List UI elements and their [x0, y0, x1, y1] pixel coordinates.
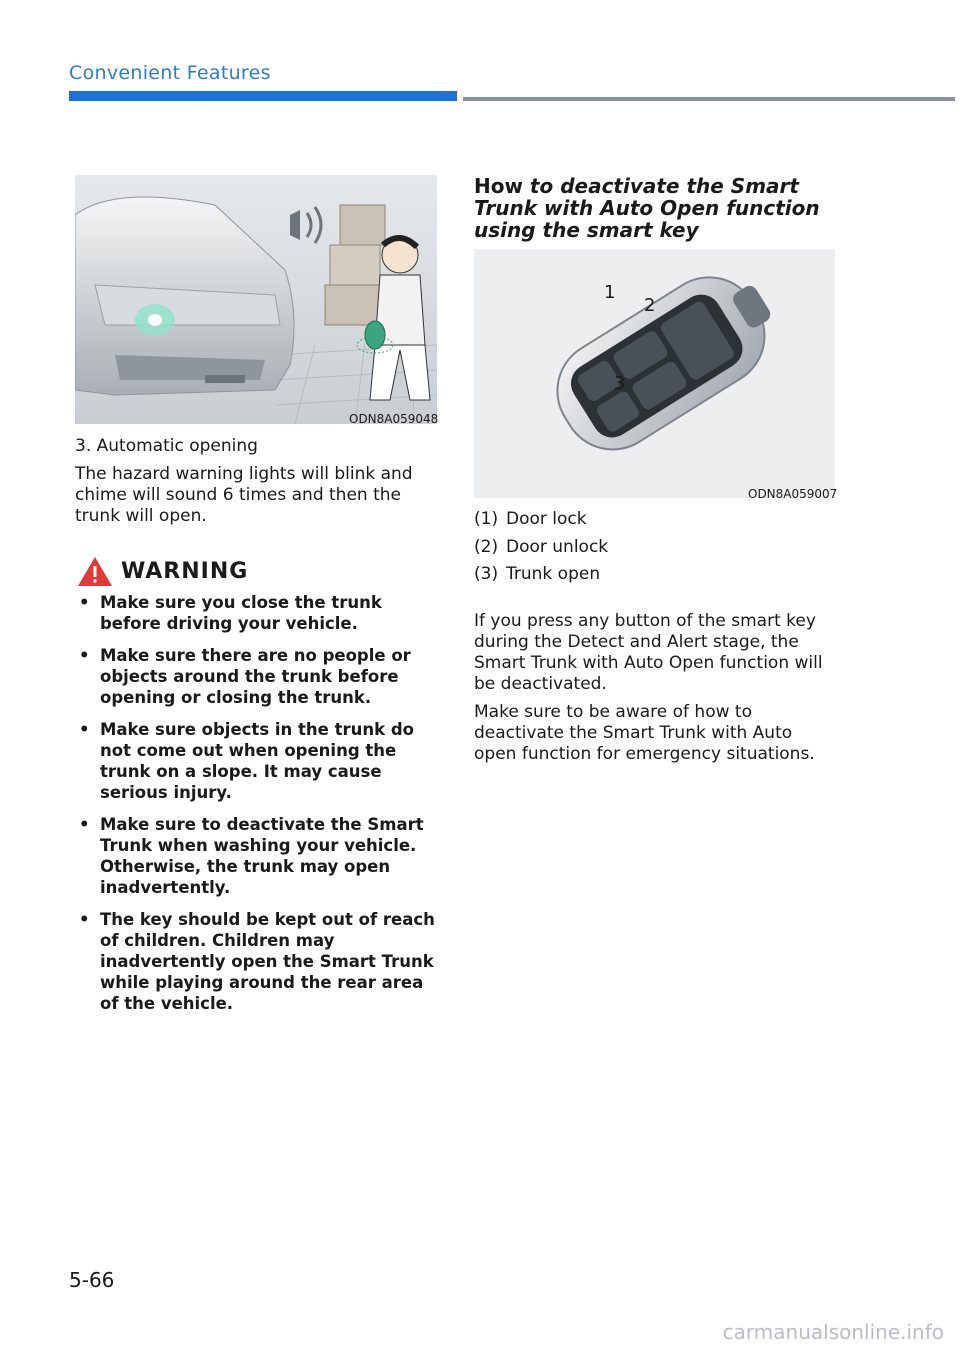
legend-number: (2) [474, 536, 499, 557]
legend-label: Trunk open [506, 564, 601, 584]
legend-item [474, 564, 834, 585]
warning-list [75, 592, 437, 1025]
heading-italic: to deactivate the Smart Trunk with Auto Open function using the smart key [474, 174, 820, 242]
step-text: The hazard warning lights will blink and chime will sound 6 times and then the trunk will open. [75, 464, 413, 526]
key-label-3: 3 [614, 373, 626, 394]
smart-key-image [474, 249, 835, 498]
legend-number: (1) [474, 509, 499, 529]
warning-item: • Make sure objects in the trunk do not come out when opening the trunk on a slope. It may cause serious injury. [75, 719, 437, 803]
figure-code-1: ODN8A059048 [349, 412, 439, 426]
page-number: 5-66 [69, 1268, 115, 1292]
warning-icon [77, 556, 113, 587]
key-label-2: 2 [644, 295, 656, 316]
legend-item [474, 509, 834, 530]
warning-item: • Make sure to deactivate the Smart Trunk when washing your vehicle. Otherwise, the trunk may open inadvertently. [75, 814, 437, 898]
figure-code-2: ODN8A059007 [748, 487, 838, 501]
legend-item [474, 537, 834, 558]
step-title: 3. Automatic opening [75, 436, 258, 456]
warning-title: WARNING [121, 558, 249, 584]
warning-item: • Make sure you close the trunk before driving your vehicle. [75, 592, 437, 634]
warning-header [77, 554, 248, 588]
heading-plain: How [474, 174, 523, 198]
header-rule-gray [463, 97, 955, 101]
legend-label: Door lock [506, 509, 587, 529]
section-title: Convenient Features [69, 62, 271, 84]
paragraph-deactivate: If you press any button of the smart key during the Detect and Alert stage, the Smart Trunk with Auto Open function will be deactivated. [474, 611, 823, 694]
trunk-illustration [75, 175, 437, 424]
header-rule-accent [69, 91, 457, 101]
legend-label: Door unlock [506, 536, 609, 557]
watermark: carmanualsonline.info [722, 1320, 944, 1344]
warning-item: • Make sure there are no people or objects around the trunk before opening or closing the trunk. [75, 645, 437, 708]
smart-key-illustration [474, 249, 835, 498]
section-heading [474, 175, 834, 241]
legend-number: (3) [474, 564, 499, 584]
car-trunk-image [75, 175, 437, 424]
paragraph-awareness: Make sure to be aware of how to deactivate the Smart Trunk with Auto open function for emergency situations. [474, 702, 815, 764]
button-legend [474, 509, 834, 592]
warning-item: • The key should be kept out of reach of children. Children may inadvertently open the Smart Trunk while playing around the rear area of the vehicle. [75, 909, 437, 1014]
key-label-1: 1 [604, 282, 616, 303]
